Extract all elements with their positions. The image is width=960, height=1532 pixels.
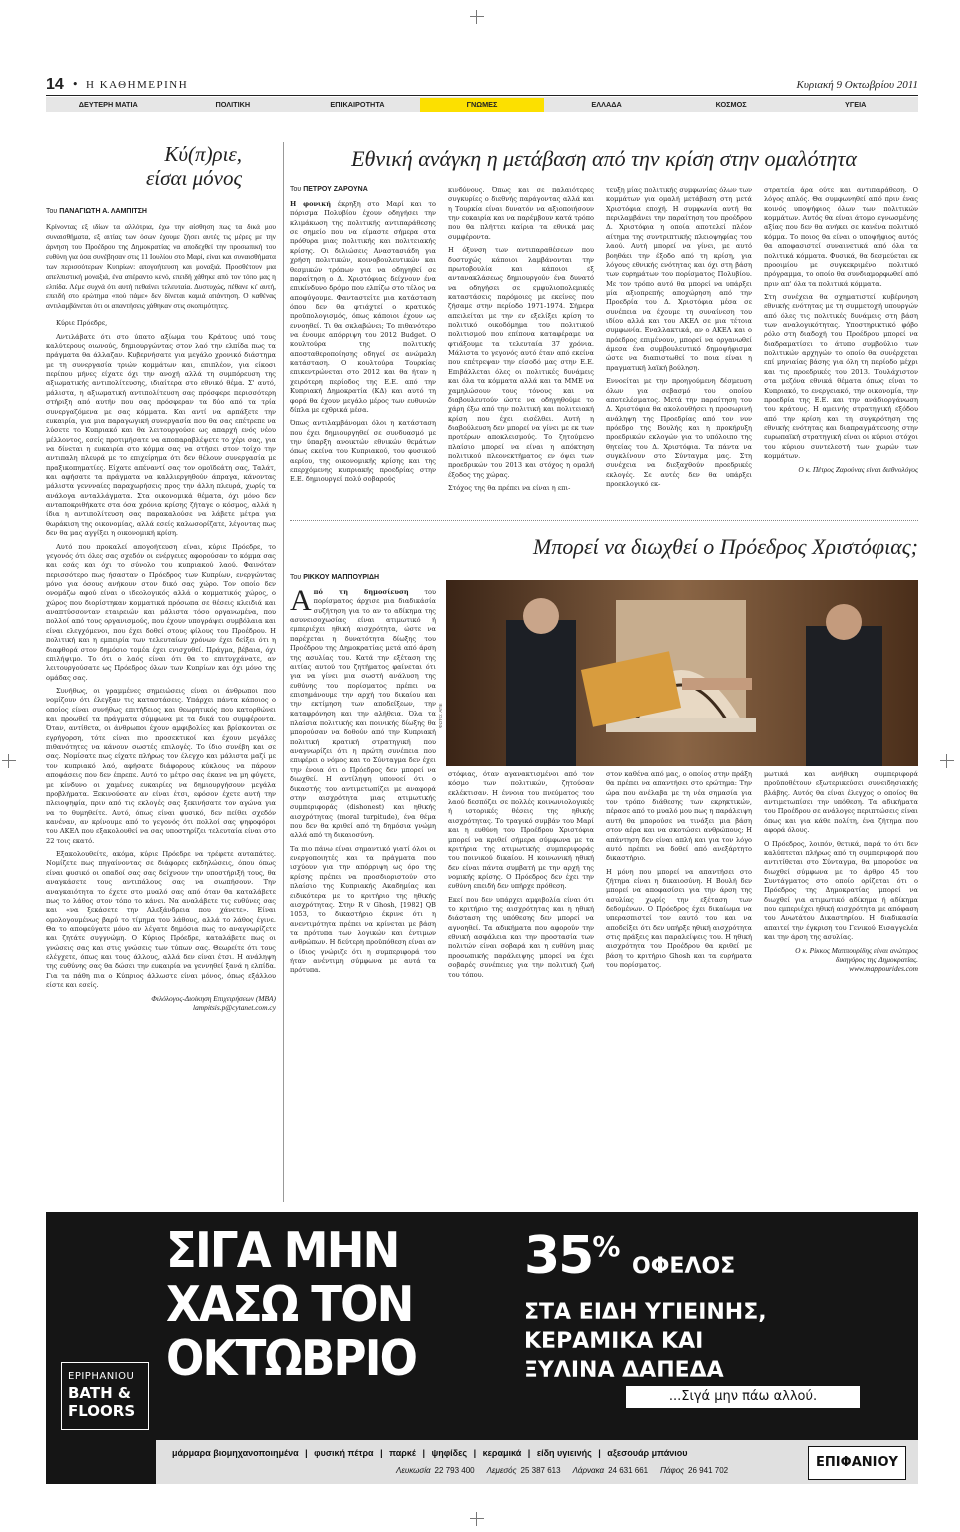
registration-mark <box>470 1512 484 1526</box>
ad-subline-2: ΚΕΡΑΜΙΚΑ ΚΑΙ <box>524 1329 704 1354</box>
top-lead-bold: Η φονική <box>290 200 331 208</box>
top-article-col-3 <box>606 186 752 494</box>
ad-headline-line-3: ΟΚΤΩΒΡΙΟ <box>166 1330 417 1387</box>
left-article-paragraph: Αντιλάβατε ότι στο ύπατο αξίωμα του Κράτους υπό τους καλύτερους οιωνούς, δημιουργώντας στον λαό την ελπίδα πως τα πράγματα θα άλλαζαν. Κυβερνήσατε για μεγάλο χρονικό διάστημα με τη συνεργασία τριών κομμάτων και, επιπλέον, για είκοσι περίπου μήνες είχατε όχι την ανοχή αλλά τη συμπόρευση της αξιωματικής αντιπολίτευσης, ιδιαίτερα στο εθνικό θέμα. Σ' αυτό, μάλιστα, η αξιωματική αντιπολίτευση σας πρόσφερε περισσότερη στήριξη από αυτήν που σας πρόσφεραν τα δύο από τα τρία συνεργαζόμενα με σας κόμματα. Και αντί να αρπάξετε την ευκαιρία, για μια παραγωγική συνεργασία που θα σας επέτρεπε να λύσετε το Κυπριακό και θα λειτουργούσε ως απαρχή ενός νέου μέλλοντος, εσείς προτιμήσατε να αποπαραβλέψετε το χέρι σας, για να δίνεται η ευκαιρία στο κόμμα σας να στήσει στον τοίχο την αντιπαλη πλευρά με το επιχείρημα ότι δεν θέλουν συνεργασία με πραξικοπηματίες. Είχατε απέναντί σας τον ομοϊδεάτη σας, Ταλάτ, και αφήσατε τα πράγματα να καλλιεργηθούν άπραγα, κάνοντας μάλιστα γεννναίες παραχωρήσεις προς την άλλη πλευρά, χωρίς τα ανάλογα ανταλλάγματα. Στα οικονομικά θέματα, όχι μόνο δεν ανταποκριθήκατε στα όσα χρόνια κρίσης ζήταγε ο κόσμος, αλλά η ίδια η αντιπολίτευση σας παρακαλούσε να λάβετε μέτρα για θωράκιση της οικονομίας, αλλά εσείς καλωσορίζατε, λέγοντας πως δεν θα μας αγγίξει η οικονομική κρίση. <box>46 332 276 538</box>
ad-subline <box>524 1298 767 1385</box>
top-article-col-2 <box>448 186 594 498</box>
product-separator: | <box>525 1448 533 1458</box>
nav-item[interactable]: ΚΟΣΜΟΣ <box>715 100 747 109</box>
ad-phone-number[interactable]: 25 387 613 <box>520 1466 561 1475</box>
ad-brand-line-3: FLOORS <box>68 1402 136 1420</box>
top-article-byline <box>290 186 440 193</box>
ad-brand-line-1: EPIPHANIOU <box>68 1371 135 1382</box>
byline-prefix: Του <box>46 208 58 215</box>
page-number: 14 <box>46 76 64 93</box>
product-separator: | <box>377 1448 386 1458</box>
product-separator: | <box>419 1448 428 1458</box>
top-article-signature: Ο κ. Πέτρος Ζαρούνας είναι διεθνολόγος <box>798 465 918 475</box>
left-article-paragraph: Αυτό που προκαλεί απογοήτευση είναι, κύριε Πρόεδρε, το γεγονός ότι όλες σας σχεδόν οι ενέργειες αφορούσαν το κόμμα σας και εσάς και όχι το σύνολο του κυπριακού λαού. Φαινόταν περισσότερο πως ήσασταν ο Πρόεδρος των Κυπρίων, ενεργώντας μόνο για όσους ανήκουν στον δικό σας χώρο. Τον οποίο δεν ονομάζω αφού είναι ο ιδεολογικός αλλά ο κομματικός χώρος, ο χώρος που διορίστηκαν κομματικά πρόσωπα σε θέσεις κλειδιά και αναπτύσσονταν εταιρειών και μάλιστα τόσο οργανωμένα, που πολλοί από τους οργανισμούς, που έχουν υπογράψει συμβόλαια και είναι ελεγχόμενοι, που έχει δοθεί στους φίλους του Προέδρου. Η πολιτική και η εμπειρία των τελευταίων χρόνων έχει δείξει ότι η διαφθορά στον δημόσιο τομέα έχει ενισχυθεί. Πράγμα, βέβαια, όχι επιλήψιμο. Το ότι ο λαός είναι ότι θα το επιτυγχάνατε, αν λειτουργούσατε ως Πρόεδρος όλων των Κυπρίων και όχι μόνο της ομάδας σας. <box>46 542 276 682</box>
column-divider <box>283 142 284 1202</box>
left-article-paragraph: Εξακολουθείτε, ακόμα, κύριε Πρόεδρε να τρέφετε αυταπάτες. Νομίζετε πως πηγαίνοντας σε διάφορες εκδηλώσεις, όπου όπως είναι φυσικό οι οπαδοί σας σας δείχνουν την υποστήριξή τους, θα αναγκάσετε τους αντιπάλους σας να σιωπήσουν. Την αναγκαιότητα το έχετε στο μυαλό σας από όταν θα καταλάβετε πως το λάθος στον τόπο το κάνει. Να αναλάβετε τις ευθύνες σας και «να ξεκάσετε την Αλεξάνδρεια που χάνετε». Είναι ομολογουμένως βαρύ το τίμημα του λάθους, αλλά το λάθος έγινε. Θα το αποφεύγατε μόνο αν λέγατε δημόσια πως το αναγνωρίζετε και ζητάτε συγγνώμη. Ο Κύριος Πρόεδρε, καταλάβετε πως οι γνώσεις σας και στις γνώσεις των τύπων σας. Θεωρείτε ότι τους ελέγχετε, όπως και τους άλλους, αλλά δεν είναι έτσι. Η ανάληψη της ευθύνης σας θα δώσει την ευκαιρία να γεννηθεί ξανά η ελπίδα. Για τα πάθη πια ο Κύπριος άλλωστε είναι μόνος, όπως εξάλλου είστε και εσείς. <box>46 850 276 990</box>
ad-phone-city: Λευκωσία <box>396 1466 431 1475</box>
nav-item[interactable]: ΠΟΛΙΤΙΚΗ <box>215 100 251 109</box>
bottom-col-2-text: στόφιας, όταν αγανακτισμένοι από τον κόσμο των πολιτικών, ζητούσαν εκλέκτισαν. Η έννοια του πνεύματος του λαού δεσπόζει σε πολλές κοινωνιολογικές ή ιστορικές θέσεις της ηθικής αισχρότητας. Το τραγικό συμβάν του Μαρί και η ευθύνη του Προέδρου Χριστόφια μπορεί να κριθεί σήμερα σύμφωνα με τα κριτήρια της ατιμωτικής συμπεριφοράς του ποινικού δικαίου. Η κοινωνική ηθική δεν είναι πάντα συμβατή με την αρχή της νομικής κρίσης. Ο Πρόεδρος δεν έχει την ευθύνη επειδή δεν υπήρχε πρόθεση. <box>448 770 594 891</box>
registration-mark <box>470 10 484 24</box>
product-separator: | <box>302 1448 311 1458</box>
bottom-article-signature: Ο κ. Ρίκκος Μαππουρίδης είναι ανώτερος <box>795 946 918 956</box>
ad-slogan: ...Σιγά μην πάω αλλού. <box>668 1389 818 1404</box>
issue-date: Κυριακή 9 Οκτωβρίου 2011 <box>796 79 918 91</box>
photo-handshake <box>446 580 918 766</box>
bottom-col-1b-text: Τα πιο πάνω είναι σημαντικό γιατί όλοι οι ενεργοποιητές και τα πράγματα που ισχύουν για την απόρριψη ως όρο της κρίσης πρέπει να προσδιοριστούν στο πλαίσιο της Κυπριακής Ακαδημίας και ειδικότερα με το κριτήριο της ηθικής αισχρότητας. Στην R v Ghosh, [1982] QB 1053, το δικαστήριο έκρινε ότι η ανεντιμότητα πρέπει να κρίνεται με βάση τα πρότυπα των λογικών και έντιμων ανθρώπων. Η δεύτερη προϋπόθεση είναι αν ο ίδιος γνώριζε ότι η συμπεριφορά του ήταν ανέντιμη σύμφωνα με αυτά τα πρότυπα. <box>290 844 436 975</box>
byline-name: ΡΙΚΚΟΥ ΜΑΠΠΟΥΡΙΔΗ <box>303 574 380 581</box>
nav-item[interactable]: ΔΕΥΤΕΡΗ ΜΑΤΙΑ <box>78 100 138 109</box>
ad-product-item: παρκέ <box>389 1448 416 1458</box>
ad-product-item: ψηφίδες <box>431 1448 468 1458</box>
left-article-paragraph: Συνήθως, οι γραμμένες σημειώσεις είναι οι άνθρωποι που νομίζουν ότι έλεγξαν τις καταστάσεις. Υπάρχει πάντα κάποιος ο οποίος είναι συνήθως επιτήδειος και θεωρητικός που κατορθώνει και προωθεί τα πράγματα σύμφωνα με τα δικά του συμφέροντα. Όταν, αντίθετα, οι άνθρωποι έχουν αμφιβολίες και βρίσκονται σε εγρήγορση, τότε είναι πιο προσεκτικοί και έχουν μεγάλες πιθανότητες να κάνουν σωστές επιλογές. Το ίδιο συνέβη και σε σας. Νομίσατε πως είχατε πλήρως τον έλεγχο και μάλιστα μαζί με τον κυπριακό λαό, αφήσατε διάφορους κύκλους να πάρουν αποφάσεις που δεν έπρεπε. Αυτό το μέτρο σας έκανε να μη φύγετε, με κίνδυνο οι χαμένες ευκαιρίες να δημιουργήσουν μεγάλα προβλήματα. Ξεκινούσατε αν είναι έτσι, εφόσον έχετε αυτή την πλειοψηφία, πριν από τις εκλογές σας ξεκινήσατε τον αγώνα για να το θυμηθείτε. Αυτό, όπως είναι φυσικό, δεν πείθει σχεδόν κανέναν, αν κρίνουμε από το γεγονός ότι πολλοί σας ψηφοφόροι του ΑΚΕΛ που εξακολουθεί να σας υποστηρίζει τελευταία είναι στο 22 τοις εκατό. <box>46 686 276 845</box>
bottom-col-3b-text: Η μόνη που μπορεί να απαντήσει στο ζήτημα είναι η δικαιοσύνη. Η Βουλή δεν μπορεί να αποφασίσει για την άρση της ασυλίας χωρίς την εξέταση των δεδομένων. Ο Πρόεδρος έχει δικαίωμα να υπερασπιστεί τον εαυτό του και να αποδείξει ότι δεν υπήρξε ηθική αισχρότητα στις πράξεις και παραλείψεις του. Η ηθική αισχρότητα του Προέδρου θα κριθεί με βάση το κριτήριο Ghosh και τα ευρήματα του πορίσματος. <box>606 867 752 970</box>
byline-prefix: Του <box>290 574 302 581</box>
ad-product-item: μάρμαρα βιομηχανοποιημένα <box>172 1448 299 1458</box>
ad-product-item: είδη υγιεινής <box>536 1448 592 1458</box>
nav-item[interactable]: ΕΛΛΑΔΑ <box>591 100 622 109</box>
ad-subline-1: ΣΤΑ ΕΙΔΗ ΥΓΙΕΙΝΗΣ, <box>524 1300 767 1325</box>
left-title-line-2: είσαι μόνος <box>146 166 242 190</box>
bottom-lead-bold: πό τη δημοσίευση <box>313 588 409 596</box>
header-rule <box>46 95 918 96</box>
bottom-col-4b-text: Ο Πρόεδρος, λοιπόν, θετικά, παρά το ότι δεν καλύπτεται πλήρως από τη συμπεριφορά που αντιτίθεται στο Σύνταγμα, θα μπορούσε να διωχθεί σύμφωνα με το άρθρο 45 του Συντάγματος στο οποίο ορίζεται ότι ο Πρόεδρος της Δημοκρατίας μπορεί να διωχθεί για ατιμωτικό αδίκημα ή αδίκημα που εμπεριέχει ηθική αισχρότητα με απόφαση του Ανωτάτου Δικαστηρίου. Η διαδικασία απαιτεί την έγκριση του Γενικού Εισαγγελέα και την άρση της ασυλίας. <box>764 839 918 942</box>
top-col-4-text: στρατεία άρα ούτε και αντιπαράθεση. Ο λόγος απλός. Θα συμφωνηθεί από πριν ένας κοινός υποψήφιος όλων των πολιτικών κομμάτων. Αυτός θα είναι άτομο εγνωσμένης αξίας που δεν θα ανήκει σε κανένα πολιτικό κόμμα. Το ποιος θα είναι ο υποψήφιος αυτός θα αποφασιστεί συναινετικά από όλα τα πολιτικά κόμματα. Φυσικά, θα δεσμεύεται εκ προοιμίου με συγκεκριμένο πολιτικό πρόγραμμα, το οποίο θα συνδιαμορφωθεί από πριν απ' όλα τα πολιτικά κόμματα. <box>764 186 918 288</box>
ad-phone-number[interactable]: 26 941 702 <box>688 1466 729 1475</box>
ad-logo <box>808 1446 906 1480</box>
photo-credit: ΦΩΤΟ: ΑΠΕ <box>438 703 443 728</box>
top-col-2b-text: Η όξυνση των αντιπαραθέσεων που δυστυχώς κάποιοι λαμβάνονται την πρωτοβουλία και κάποιοι εξ αντανακλάσεως δημιουργούν ένα δυνατό να οδηγήσει σε εμφυλιοπολεμικές καταστάσεις παρόμοιες με εκείνες που ζήσαμε στην περίοδο 1971-1974. Σήμερα απειλείται με την εν εξελίξει κρίση το πολιτικό οικοδόμημα του πολιτικού πολιτισμού που επίπονα καταφέραμε να φτιάξουμε τα τελευταία 37 χρόνια. Μάλιστα το γεγονός αυτό έταν από εκείνα που επέτρεψαν την είσοδό μας στην Ε.Ε. Επιβάλλεται όλες οι πολιτικές δυνάμεις και όλα τα κόμματα αλλά και τα ΜΜΕ να χαμηλώσουν τους τόνους και να διαβουλευτούν ώστε να οδηγηθούμε το χάρη έξω από την πολιτική και πολιτειακή κρίση που έχει εισέλθει. Αυτή η διαβούλευση δεν μπορεί να γίνει με εκ των προτέρων αποκλεισμούς. Το ζητούμενο πλαίσιο μπορεί να είναι η απόκτηση πολιτικού πλεονεκτήματος εν όψει των προεδρικών του 2013 και στόχος η ομαλή έξοδος της χώρας. <box>448 246 594 479</box>
top-article-title: Εθνική ανάγκη η μετάβαση από την κρίση στην ομαλότητα <box>351 146 857 171</box>
top-col-2-text: κινδύνους. Όπως και σε παλαιότερες συγκυρίες ο διεθνής παράγοντας αλλά και η Τουρκία είναι δυνατόν να αξιοποιήσουν την ευκαιρία και να παρέμβουν κατά τρόπο που θα πλήττει καίρια τα εθνικά μας συμφέροντα. <box>448 186 594 241</box>
page-header <box>46 76 918 94</box>
ad-headline-line-1: ΣΙΓΑ ΜΗΝ <box>166 1222 399 1279</box>
ad-footer <box>156 1440 918 1484</box>
ad-logo-text: ΕΠΙΦΑΝΙΟΥ <box>816 1455 898 1470</box>
top-col-2c-text: Στόχος της θα πρέπει να είναι η επι- <box>448 484 571 493</box>
registration-mark <box>940 754 954 768</box>
newspaper-name: Η ΚΑΘΗΜΕΡΙΝΗ <box>86 79 189 91</box>
nav-item[interactable]: ΓΝΩΜΕΣ <box>420 98 545 112</box>
ad-phone-city: Λάρνακα <box>572 1466 605 1475</box>
ad-percent-sign: % <box>592 1230 621 1263</box>
top-col-3-text: τευξη μίας πολιτικής συμφωνίας όλων των κομμάτων για ομαλή μετάβαση στη μετά Χριστόφια εποχή. Η συμφωνία αυτή θα περιλαμβάνει την παραίτηση του προέδρου Δ. Χριστόφια η οποία αποτελεί πλέον αίτημα της συντριπτικής πλειοψηφίας του λαού. Αυτή μπορεί να γίνει, με αυτό βοηθάει την έξοδο από τη κρίση, για λόγους εθνικής ενότητας και όχι στη βάση των ευρημάτων του πορίσματος Πολυβίου. Με τον τρόπο αυτό θα μπορεί να υπάρξει μία αξιοπρεπής αποχώρηση από την Προεδρία του Δ. Χριστόφια μέσα σε συνέπεια να έχουμε τη συναίνεση του ιδίου αλλά και του ΑΚΕΛ σε μια τέτοια συμφωνία. Εναλλακτικά, αν ο ΑΚΕΛ και ο πρόεδρος επιμένουν, μπορεί να οργανωθεί άμεσα ένα συμβουλευτικό δημοψήφισμα ώστε να διαπιστωθεί το ποια είναι η πραγματική λαϊκή βούληση. <box>606 186 752 372</box>
nav-item[interactable]: ΕΠΙΚΑΙΡΟΤΗΤΑ <box>330 100 385 109</box>
header-bullet: • <box>72 78 79 91</box>
top-col-1b-text: Όπως αντιλαμβάνομαι όλοι η κατάσταση που έχει δημιουργηθεί σε συνδυασμό με την ύπαρξη ανοικτών εθνικών θεμάτων όπως εκείνα του Κυπριακού, του φυσικού αερίου, της οικονομικής κρίσης και της επερχόμενης κυπριακής προεδρίας στην Ε.Ε. δημιουργεί πολύ σοβαρούς <box>290 419 436 484</box>
bottom-col-2b-text: Εκεί που δεν υπάρχει αμφιβολία είναι ότι το κριτήριο της αισχρότητας και η ηθική διάσταση της υπόθεσης δεν μπορεί να αγνοηθεί. Τα αδικήματα που αφορούν την εθνική ασφάλεια και την προστασία των πολιτών είναι σοβαρά και η ευθύνη μιας προσωπικής παράλειψης μπορεί να έχει σοβαρές συνέπειες για την πολιτική ζωή του τόπου. <box>448 895 594 979</box>
bottom-col-1-text: του πορίσματος άρχισε μια διαδικάσία συζήτηση για το αν το αδίκημα της ασυνεισοχωσίας είναι ατιμωτικό ή εμπεριέχει ηθική αισχρότητα, ώστε να παρέχεται η δυνατότητα δίωξης του Προέδρου της Δημοκρατίας μετά από άρση της ασυλίας του. Κατά την εξέταση της αιτίας αυτού του ζητήματος φαίνεται ότι για να γίνει μια σωστή ανάλυση της ευθύνης του πορίσματος πρέπει να επισημάνουμε την αρχή του δικαίου και την εκτίμηση των αποδείξεων, την καταφρόνηση και την αλήθεια. Όλα τα πλαίσια πολιτικής και ποινικής δίωξης θα μπορούσαν να δοθούν από την Κυπριακή πολιτική κρατική στρατηγική που αναγνωρίζει ότι η πρώτη συνέπεια που επιφέρει ο νόμος και το Σύνταγμα δεν έχει την ένοια ότι ο Πρόεδρος δεν μπορεί να διωχθεί. Η αντίληψη υπονοεί ότι ο δικαστής του αντιμετωπίζει με αναφορά στην αισχρότητα μιας ατιμωτικής συμπεριφοράς (dishonest) και ηθικής αισχρότητας (moral turpitude), ένα θέμα που δεν θα κριθεί από τη δημόσια γνώμη αλλά από τη δικαιοσύνη. <box>290 588 436 840</box>
byline-prefix: Του <box>290 186 302 193</box>
left-title-line-1: Κύ(π)ριε, <box>164 142 242 166</box>
ad-slogan-box <box>626 1386 860 1408</box>
ad-brand-box <box>61 1362 149 1430</box>
left-article-paragraph: Κύριε Πρόεδρε, <box>56 319 108 328</box>
ad-phone-city: Λεμεσός <box>486 1466 517 1475</box>
bottom-article-website: www.mappourides.com <box>849 964 918 974</box>
registration-mark <box>2 754 16 768</box>
ad-brand-line-2: BATH & <box>68 1384 131 1402</box>
ad-phone-number[interactable]: 24 631 661 <box>608 1466 649 1475</box>
ad-benefit: ΟΦΕΛΟΣ <box>632 1254 736 1279</box>
product-separator: | <box>471 1448 479 1458</box>
nav-item[interactable]: ΥΓΕΙΑ <box>844 100 867 109</box>
ad-phones <box>396 1466 756 1478</box>
top-col-1-text: έκρηξη στο Μαρί και το πόρισμα Πολυβίου έχουν οδηγήσει την κλιμάκωση της πολιτικής αντιπαράθεσης σε σημείο που να είμαστε σήμερα στα πρόθυρα μιας πολιτικής και πολιτειακής κρίσης. Οι διλιώσεις Αναστασιάδη για χρήση πολιτικών, κοινοβουλευτικών και θεσμικών τρόπων για να οδηγηθεί σε παραίτηση ο Δ. Χριστόφιας δείχνουν ένα επικίνδυνο δρόμο που ελπίζω στο τέλος να αποφύγουμε. Φανταστείτε μια κατάσταση όπου δεν θα φτιάχτεί ο κρατικός προϋπολογισμός, όπως κάποιοι έχουν ως εννοηθεί. Τι θα σκλαβώνει; Το πιθανότερο να ένουμε απόρριψη του 2012 Budget. Ο κουλτούρα της πολιτικής αποσταθεροποίησης οδηγεί σε ανώμαλη κατάσταση. Ο κουλτούρα Τουρκίας επικεντρώνεται στο 2012 και θα ήταν η χειρότερη περίοδος της Ε.Ε. από την Κυπριακή Δημοκρατία (ΚΔ) και αυτό τη φορά θα έχουν μεγάλο μέρος των ευθυνών δίπλα με εχθρικά μέσα. <box>290 200 436 414</box>
ad-product-item: φυσική πέτρα <box>314 1448 374 1458</box>
ad-subline-3: ΞΥΛΙΝΑ ΔΑΠΕΔΑ <box>524 1358 724 1383</box>
left-article-signature: Φιλόλογος-Διοίκηση Επιχειρήσεων (MBA) <box>151 994 276 1004</box>
product-separator: | <box>595 1448 604 1458</box>
bottom-article-col-2 <box>448 770 594 984</box>
ad-phone-number[interactable]: 22 793 400 <box>434 1466 475 1475</box>
ad-products <box>172 1448 732 1460</box>
ad-phone-city: Πάφος <box>660 1466 685 1475</box>
top-col-3b-text: Εννοείται με την προηγούμενη δέσμευση όλων για σεβασμό του οποίου αποτελέσματος. Μετά την παραίτηση του Δ. Χριστόφια θα ακολουθήσει η προσωρινή ανάληψη της Προεδρίας από τον νυν πρόεδρο της Βουλής και η προκήρυξη προεδρικών εκλογών για το υπόλοιπο της θητείας του Δ. Χριστόφια. Τα πάντα να συγκλίνουν στο Σύνταγμα μας. Στη συνέχεια να διεξαχθούν προεδρικές εκλογές. Σε αυτές δεν θα υπάρξει προεκλογικό εκ- <box>606 377 752 489</box>
left-article-lead: Κρίνοντας εξ ιδίων τα αλλότρια, έχω την αίσθηση πως τα δικά μου συναισθήματα, εξ αιτίας των όσων έχουμε ζήσει αυτές τις μέρες με την άρνηση του Προέδρου της Δημοκρατίας να αποδεχθεί την προσωπική του ευθύνη για όσα συνέβησαν στις 11 Ιουλίου στο Μαρί, είναι και συναισθήματα των περισσότερων Κυπρίων: απογοήτευση και μοναξιά. Προσθέτουν μια απελπιστική μοναξιά, ένα απέραντο κενό, επειδή χάθηκε από τον τόπο μας η ελπίδα. Λέμε συχνά ότι αυτή πεθαίνει τελευταία. Δυστυχώς, πέθανε κι' αυτή, επειδή στο ερώτημα «πού πάμε» δεν δίνεται καμιά απάντηση. Ο καθένας αντιλαμβάνεται ότι οι απαντήσεις χάθηκαν στις σκοπιμότητες. <box>46 222 276 311</box>
bottom-article-col-4 <box>764 770 918 973</box>
ad-offer <box>524 1226 735 1286</box>
article-separator <box>290 520 918 521</box>
left-article-body <box>46 222 276 1012</box>
ad-percent-number: 35 <box>524 1226 593 1286</box>
left-article-byline <box>46 208 246 215</box>
bottom-article-col-3 <box>606 770 752 975</box>
byline-name: ΠΕΤΡΟΥ ΖΑΡΟΥΝΑ <box>303 186 368 193</box>
left-article-email: lampitsis.p@cytanet.com.cy <box>193 1003 276 1013</box>
bottom-article-signature-2: δικηγόρος της Δημοκρατίας. <box>835 955 918 965</box>
left-article-title <box>46 142 242 190</box>
top-col-4b-text: Στη συνέχεια θα σχηματιστεί κυβέρνηση εθνικής ενότητας με τη συμμετοχή υπουργών από όλες τις πολιτικές δυνάμεις στη βάση των αναλογικότητας. Υποστηρικτικό φόβο ρόλο στη διαδοχή του Προέδρου μπορεί να διαδραματίσει το άτυπο συμβούλιο των πολιτικών αρχηγών το οποίο θα συνέρχεται επί μηνιαίας βάσης για όλη τη περίοδο μέχρι και τις προεδρικές του 2013. Τουλάχιστον στα μεζόνα εθνικά θέματα όπως είναι το Κυπριακό, το ενεργειακό, την οικονομία, την προεδρία της Ε.Ε. και την ανάδιοργάνωση του κράτους. Η αμεινής στρατηγική εξόδου από την κρίση και τη συγκρότηση της εθνικής ενότητας και διαπραγμάτευσης στην ευρωπαϊκή στρατηγική είναι οι κύριοι στόχοι του κύριου συντελεστή των χωρών των κομμάτων. <box>764 292 918 461</box>
bottom-col-4-text: μωτικά και ανήθικη συμπεριφορά προϋποθέτουν εξωτερικεύσει συνειδησιακής βλάβης. Αυτός θα είναι έλεγχος ο οποίος θα αντιμετωπίσει την υπόθεση. Τα αδικήματα του Προέδρου σε ανάλογες περιπτώσεις είναι όπως και για κάθε πολίτη, ένα ζήτημα που αφορά όλους. <box>764 770 918 835</box>
ad-headline-line-2: ΧΑΣΩ ΤΟΝ <box>166 1276 413 1333</box>
drop-cap: Α <box>290 584 312 617</box>
ad-product-item: κεραμικά <box>482 1448 522 1458</box>
ad-product-item: αξεσουάρ μπάνιου <box>607 1448 688 1458</box>
top-article-col-1 <box>290 200 436 489</box>
ad-headline <box>166 1224 416 1386</box>
photo-handshake-graphic <box>446 580 918 766</box>
top-article-col-4 <box>764 186 918 474</box>
bottom-article-title: Μπορεί να διωχθεί ο Πρόεδρος Χριστόφιας; <box>533 534 918 559</box>
advertisement[interactable] <box>46 1212 918 1484</box>
bottom-article-col-1 <box>290 574 436 980</box>
byline-name: ΠΑΝΑΓΙΩΤΗ Α. ΛΑΜΠΙΤΣΗ <box>59 208 147 215</box>
bottom-col-3-text: στον καθένα από μας, ο οποίος στην πράξη θα πρέπει να απαντήσει στο ερώτημα: Την ώρα που ανέλαβα με τη νέα σημασία για τον τρόπο διάθεσης των εκρηκτικών, πέρασε από το μυαλό μου πως η παράλειψη αυτή θα μπορούσε να τινάξει μια βάση στον αέρα και να σκοτώσει ανθρώπους; Η απάντηση δεν είναι απλή και για τον λόγο αυτό πρέπει να δοθεί από ανεξάρτητο δικαστήριο. <box>606 770 752 863</box>
